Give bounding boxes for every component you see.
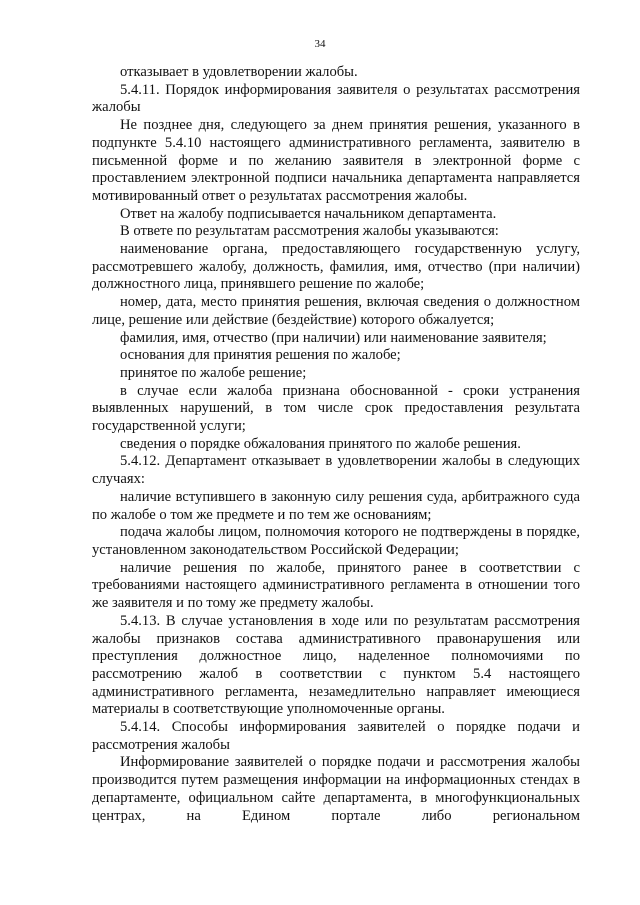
- list-item: фамилия, имя, отчество (при наличии) или наименование заявителя;: [120, 329, 547, 346]
- section-paragraph-5-4-13: 5.4.13. В случае установления в ходе или по результатам рассмотрения жалобы признаков состава административного правонарушения или преступления должностное лицо, наделенное полномочиями по рассмотрению жалоб в соответствии с пунктом 5.4 настоящего административного регламента, незамедлительно направляет имеющиеся материалы в соответствующие уполномоченные органы.: [92, 612, 580, 718]
- list-item: наличие вступившего в законную силу решения суда, арбитражного суда по жалобе о том же предмете и по тем же основаниям;: [92, 488, 580, 523]
- paragraph: Не позднее дня, следующего за днем принятия решения, указанного в подпункте 5.4.10 настоящего административного регламента, заявителю в письменной форме и по желанию заявителя в электронной форме с проставлением электронной подписи начальника департамента направляется мотивированный ответ о результатах рассмотрения жалобы.: [92, 117, 580, 204]
- list-item: в случае если жалоба признана обоснованной - сроки устранения выявленных нарушений, в том числе срок предоставления результата государственной услуги;: [92, 382, 580, 435]
- page-number: 34: [314, 38, 326, 50]
- list-item: наименование органа, предоставляющего государственную услугу, рассмотревшего жалобу, должность, фамилия, имя, отчество (при наличии) должностного лица, принявшего решение по жалобе;: [92, 241, 580, 293]
- document-body: [92, 64, 580, 825]
- paragraph: В ответе по результатам рассмотрения жалобы указываются:: [120, 223, 499, 240]
- list-item: основания для принятия решения по жалобе;: [120, 347, 401, 364]
- list-item: наличие решения по жалобе, принятого ранее в соответствии с требованиями настоящего административного регламента в отношении того же заявителя и по тому же предмету жалобы.: [92, 559, 580, 612]
- section-heading-5-4-11: 5.4.11. Порядок информирования заявителя о результатах рассмотрения жалобы: [92, 81, 580, 116]
- list-item: сведения о порядке обжалования принятого по жалобе решения.: [120, 435, 521, 452]
- list-item: подача жалобы лицом, полномочия которого не подтверждены в порядке, установленном законодательством Российской Федерации;: [92, 524, 580, 558]
- section-heading-5-4-12: 5.4.12. Департамент отказывает в удовлетворении жалобы в следующих случаях:: [92, 453, 580, 488]
- paragraph: Ответ на жалобу подписывается начальником департамента.: [120, 205, 497, 222]
- paragraph: отказывает в удовлетворении жалобы.: [120, 64, 358, 80]
- list-item: принятое по жалобе решение;: [120, 364, 307, 381]
- paragraph: Информирование заявителей о порядке подачи и рассмотрения жалобы производится путем размещения информации на информационных стендах в департаменте, официальном сайте департамента, в многофункциональных центрах, на Едином портале либо региональном: [92, 754, 580, 824]
- list-item: номер, дата, место принятия решения, включая сведения о должностном лице, решение или действие (бездействие) которого обжалуется;: [92, 294, 580, 328]
- section-heading-5-4-14: 5.4.14. Способы информирования заявителей о порядке подачи и рассмотрения жалобы: [92, 719, 580, 753]
